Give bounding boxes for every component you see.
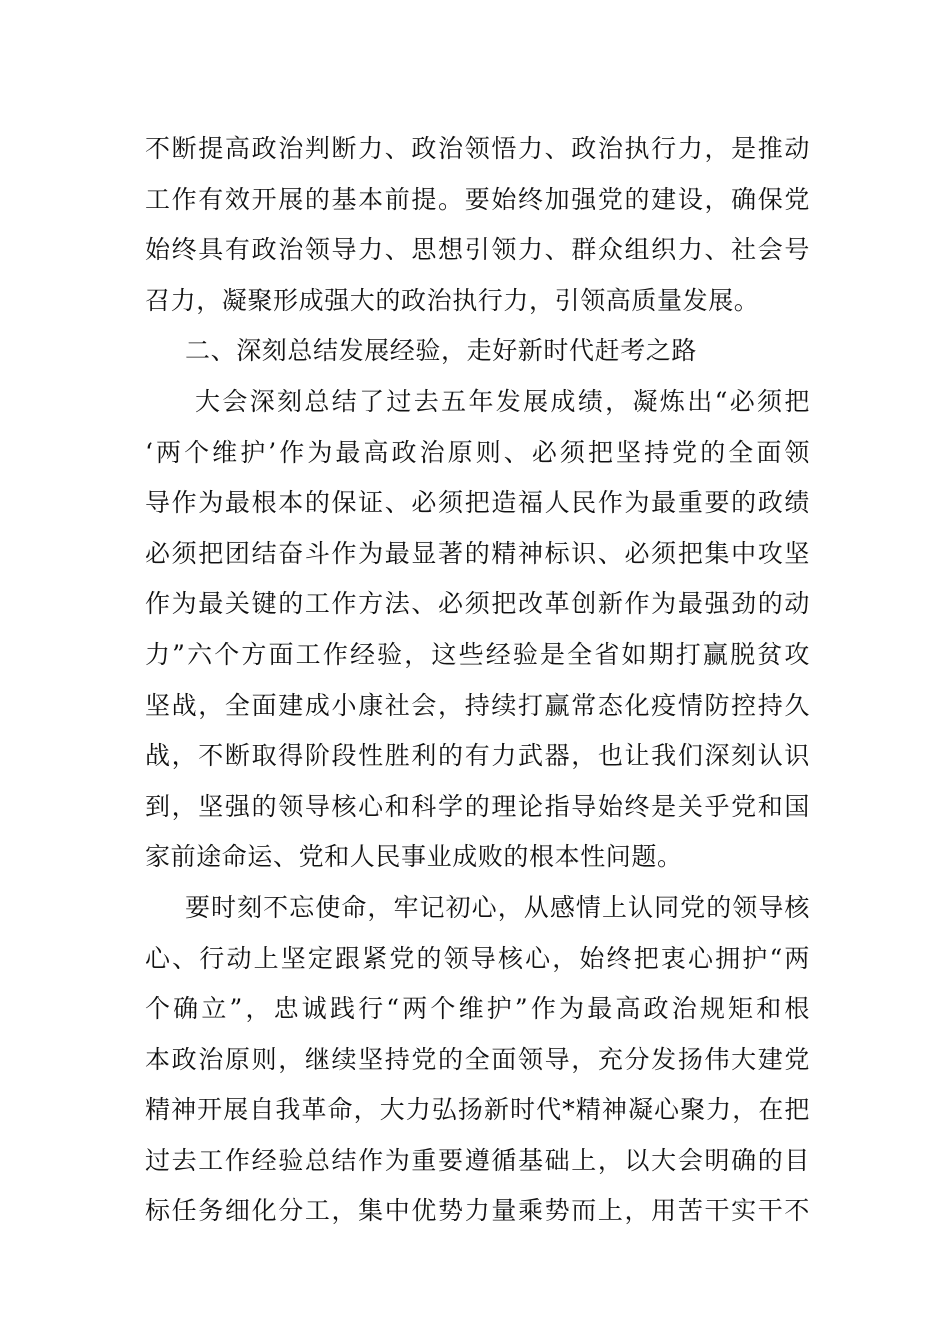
text-line: 力”六个方面工作经验，这些经验是全省如期打赢脱贫攻 xyxy=(145,639,810,669)
text-line: 到，坚强的领导核心和科学的理论指导始终是关乎党和国 xyxy=(145,791,810,821)
text-line: 心、行动上坚定跟紧党的领导核心，始终把衷心拥护“两 xyxy=(145,943,810,973)
document-body xyxy=(145,124,810,1237)
text-line: 必须把团结奋斗作为最显著的精神标识、必须把集中攻坚 xyxy=(145,538,810,568)
text-line: 过去工作经验总结作为重要遵循基础上，以大会明确的目 xyxy=(145,1145,810,1175)
text-line: 要时刻不忘使命，牢记初心，从感情上认同党的领导核 xyxy=(185,892,810,922)
text-line: 战，不断取得阶段性胜利的有力武器，也让我们深刻认识 xyxy=(145,741,810,771)
text-line: 个确立”，忠诚践行“两个维护”作为最高政治规矩和根 xyxy=(145,994,810,1024)
text-line: 始终具有政治领导力、思想引领力、群众组织力、社会号 xyxy=(145,235,810,265)
text-line: 坚战，全面建成小康社会，持续打赢常态化疫情防控持久 xyxy=(145,690,810,720)
text-line: 精神开展自我革命，大力弘扬新时代*精神凝心聚力，在把 xyxy=(145,1095,810,1125)
text-line: 导作为最根本的保证、必须把造福人民作为最重要的政绩 xyxy=(145,488,810,518)
text-line: 标任务细化分工，集中优势力量乘势而上，用苦干实干不 xyxy=(145,1196,810,1226)
text-line: 作为最关键的工作方法、必须把改革创新作为最强劲的动 xyxy=(145,589,810,619)
text-line: 本政治原则，继续坚持党的全面领导，充分发扬伟大建党 xyxy=(145,1044,810,1074)
text-line: 召力，凝聚形成强大的政治执行力，引领高质量发展。 xyxy=(145,285,760,315)
text-line: 不断提高政治判断力、政治领悟力、政治执行力，是推动 xyxy=(145,134,810,163)
text-line: ‘两个维护’作为最高政治原则、必须把坚持党的全面领 xyxy=(145,437,810,467)
text-line: 工作有效开展的基本前提。要始终加强党的建设，确保党 xyxy=(145,184,810,214)
text-line: 家前途命运、党和人民事业成败的根本性问题。 xyxy=(145,842,683,872)
text-line: 大会深刻总结了过去五年发展成绩，凝炼出“必须把 xyxy=(195,386,810,416)
section-heading: 二、深刻总结发展经验，走好新时代赶考之路 xyxy=(185,336,698,366)
